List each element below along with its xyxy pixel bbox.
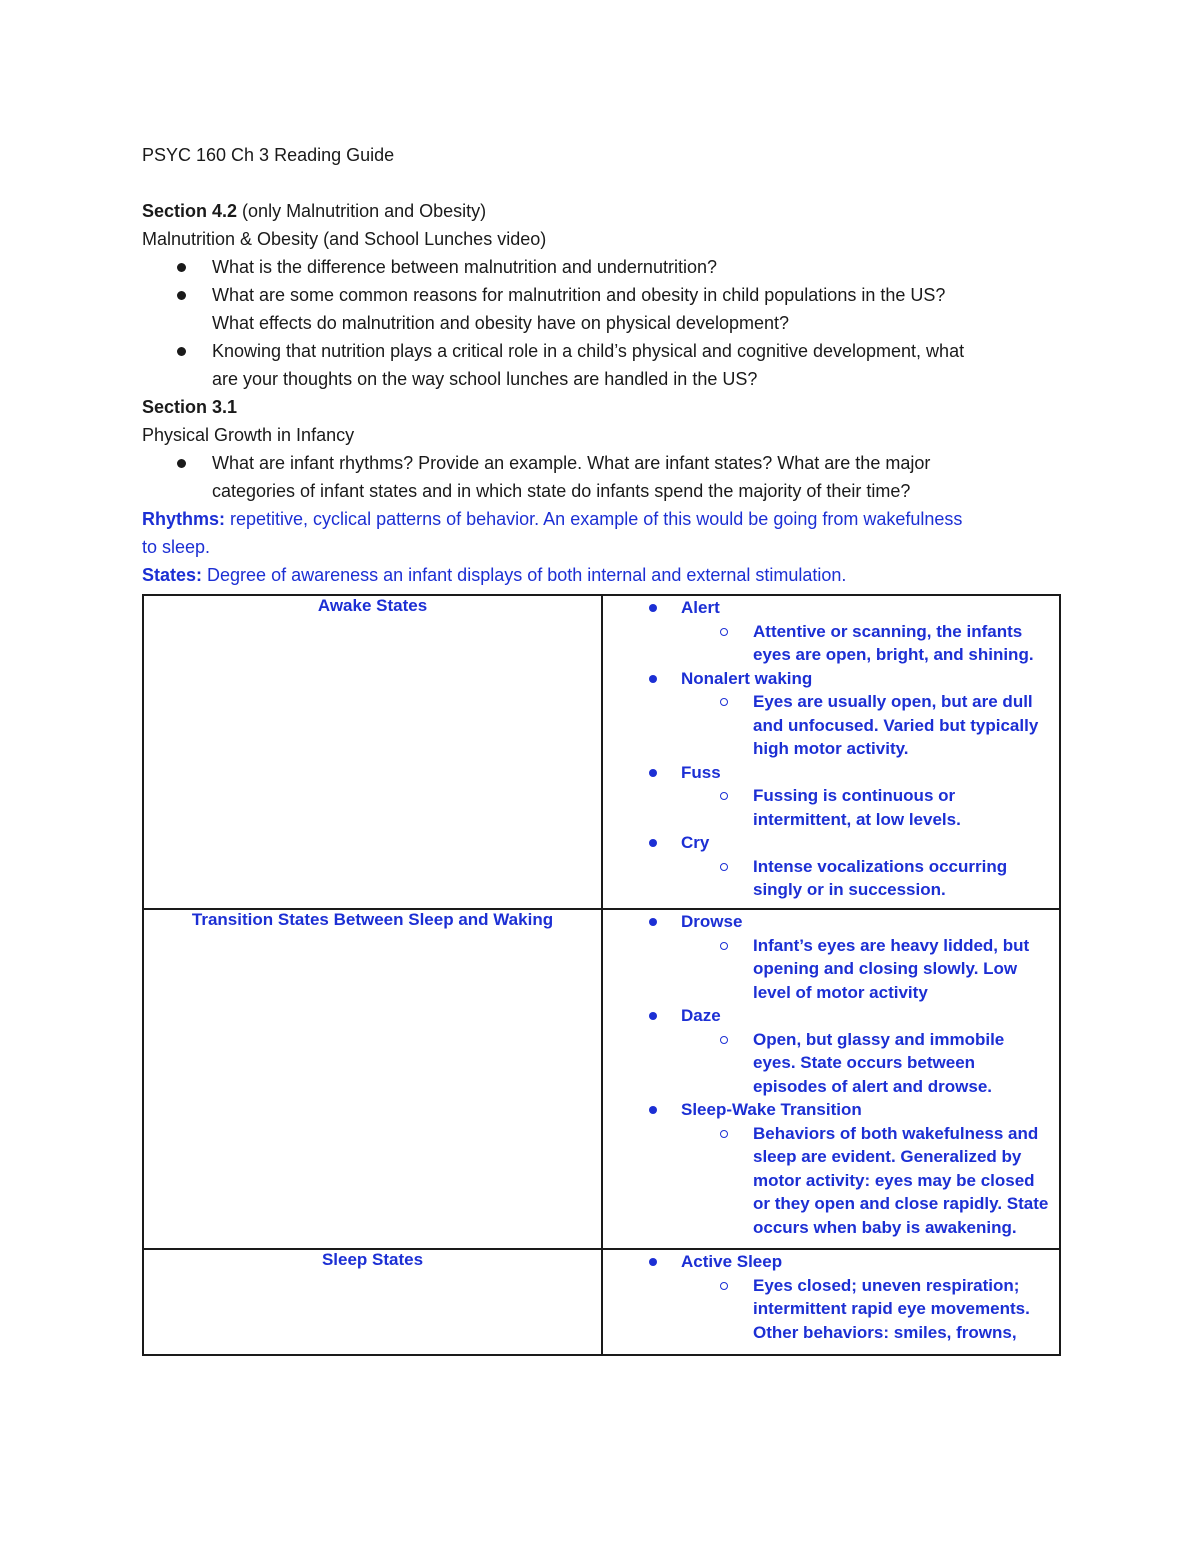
states-cell (602, 1249, 1060, 1355)
state-item (603, 667, 1059, 691)
state-name: Active Sleep (681, 1252, 783, 1271)
sub-bullet-icon (720, 1282, 728, 1290)
bullet-icon (649, 769, 657, 777)
category-cell (143, 595, 602, 909)
section-4-2-heading (142, 197, 486, 225)
list-item (142, 253, 1062, 281)
list-item (142, 337, 1062, 393)
category-label: Transition States Between Sleep and Waking (191, 910, 554, 929)
state-item (603, 831, 1059, 855)
state-desc-text: Open, but glassy and immobile eyes. State occurs between episodes of alert and drowse. (753, 1029, 1005, 1096)
state-name: Fuss (681, 762, 721, 782)
list-item (142, 449, 1062, 505)
state-item (603, 910, 1059, 934)
infant-states-table (142, 594, 1061, 1356)
state-description (603, 620, 1059, 667)
sub-bullet-icon (720, 863, 728, 871)
table-row (143, 595, 1060, 909)
section-3-1-heading: Section 3.1 (142, 397, 238, 417)
states-text: Degree of awareness an infant displays of both internal and external stimulation. (202, 565, 847, 585)
rhythms-answer-cont: to sleep. (142, 537, 211, 557)
section-4-2-label: Section 4.2 (142, 201, 238, 221)
state-desc-text: Infant’s eyes are heavy lidded, but opening and closing slowly. Low level of motor activity (753, 935, 1030, 1002)
bullet-icon (177, 291, 186, 300)
bullet-icon (649, 1106, 657, 1114)
states-answer (142, 561, 846, 589)
states-label: States: (142, 565, 203, 585)
state-desc-text: Behaviors of both wakefulness and sleep are evident. Generalized by motor activity: eyes may be closed or they open and close rapidly. State occurs when baby is awakening. (753, 1123, 1049, 1237)
sub-bullet-icon (720, 1036, 728, 1044)
state-name: Sleep-Wake Transition (681, 1100, 862, 1119)
state-name: Alert (681, 598, 720, 617)
question-text: What is the difference between malnutrition and undernutrition? (212, 257, 717, 277)
rhythms-text: repetitive, cyclical patterns of behavior. An example of this would be going from wakefulness (225, 509, 963, 529)
list-item (142, 281, 1062, 337)
sub-bullet-icon (720, 792, 728, 800)
table-row (143, 909, 1060, 1249)
states-cell (602, 909, 1060, 1249)
bullet-icon (649, 839, 657, 847)
state-description (603, 1028, 1059, 1099)
state-description (603, 1274, 1059, 1345)
question-text: categories of infant states and in which state do infants spend the majority of their time? (212, 481, 911, 501)
section-3-1-topic: Physical Growth in Infancy (142, 425, 355, 445)
state-item (603, 1004, 1059, 1028)
document-title: PSYC 160 Ch 3 Reading Guide (142, 145, 395, 165)
bullet-icon (177, 459, 186, 468)
state-desc-text: Intense vocalizations occurring singly or in succession. (753, 856, 1008, 899)
state-description (603, 855, 1059, 902)
state-item (603, 761, 1059, 785)
state-name: Drowse (681, 912, 743, 931)
question-text: Knowing that nutrition plays a critical role in a child’s physical and cognitive development, what (212, 341, 965, 361)
states-cell (602, 595, 1060, 909)
state-desc-text: Eyes are usually open, but are dull and unfocused. Varied but typically high motor activity. (753, 692, 1039, 758)
question-text: What are some common reasons for malnutrition and obesity in child populations in the US? (212, 285, 946, 305)
sub-bullet-icon (720, 942, 728, 950)
bullet-icon (649, 1012, 657, 1020)
sub-bullet-icon (720, 698, 728, 706)
state-item (603, 1098, 1059, 1122)
state-desc-text: Attentive or scanning, the infants eyes are open, bright, and shining. (753, 621, 1034, 664)
rhythms-label: Rhythms: (142, 509, 226, 529)
category-cell (143, 1249, 602, 1355)
category-cell (143, 909, 602, 1249)
sub-bullet-icon (720, 1130, 728, 1138)
bullet-icon (177, 347, 186, 356)
state-name: Nonalert waking (681, 668, 813, 688)
bullet-icon (649, 604, 657, 612)
bullet-icon (649, 918, 657, 926)
rhythms-answer (142, 505, 962, 533)
question-text: are your thoughts on the way school lunches are handled in the US? (212, 369, 758, 389)
question-text: What effects do malnutrition and obesity have on physical development? (212, 313, 790, 333)
table-row (143, 1249, 1060, 1355)
section-4-2-note: (only Malnutrition and Obesity) (237, 201, 487, 221)
category-label: Sleep States (321, 1250, 424, 1269)
state-item (603, 596, 1059, 620)
category-label: Awake States (317, 596, 428, 615)
state-name: Daze (681, 1006, 721, 1025)
bullet-icon (649, 675, 657, 683)
state-name: Cry (681, 833, 710, 852)
state-desc-text: Fussing is continuous or intermittent, at low levels. (753, 786, 961, 829)
sub-bullet-icon (720, 628, 728, 636)
state-description (603, 934, 1059, 1005)
state-description (603, 690, 1059, 761)
state-desc-text: Eyes closed; uneven respiration; intermittent rapid eye movements. Other behaviors: smiles, frowns, (753, 1275, 1030, 1342)
bullet-icon (177, 263, 186, 272)
bullet-icon (649, 1258, 657, 1266)
state-description (603, 784, 1059, 831)
state-description (603, 1122, 1059, 1240)
state-item (603, 1250, 1059, 1274)
question-text: What are infant rhythms? Provide an example. What are infant states? What are the major (212, 453, 931, 473)
section-4-2-topic: Malnutrition & Obesity (and School Lunches video) (142, 229, 547, 249)
